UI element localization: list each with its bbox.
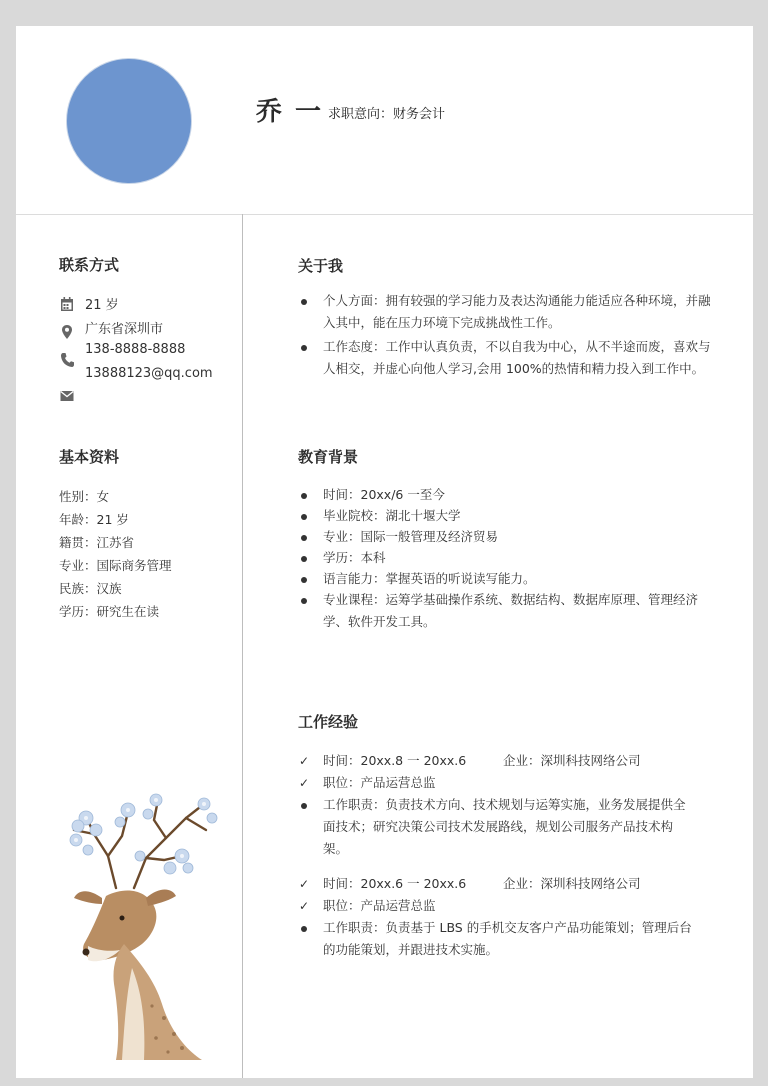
bullet-dot-icon [301,535,307,541]
job-duty: 工作职责：负责基于 LBS 的手机交友客户产品功能策划；管理后台的功能策划，并跟进技术实施。 [323,920,692,957]
about-text: 工作态度：工作中认真负责，不以自我为中心，从不半途而废，喜欢与人相交，并虚心向他人学习,会用 100%的热情和精力投入到工作中。 [323,339,711,376]
job-duty: 工作职责：负责技术方向、技术规划与运筹实施，业务发展提供全面技术；研究决策公司技术发展路线，规划公司服务产品技术构架。 [323,797,686,856]
education-title: 教育背景 [298,448,359,466]
check-icon: ✓ [298,754,310,768]
bullet-dot-icon [301,926,307,932]
calendar-icon [60,296,74,312]
avatar [66,58,192,184]
bullet-dot-icon [301,556,307,562]
job-time: 时间：20xx.6 一 20xx.6 [323,876,467,891]
basic-title: 基本资料 [59,448,120,466]
education-text: 专业课程：运筹学基础操作系统、数据结构、数据库原理、管理经济学、软件开发工具。 [323,592,699,629]
contact-title: 联系方式 [59,256,120,274]
job-company: 企业：深圳科技网络公司 [503,876,641,891]
contact-email [60,366,240,386]
check-icon: ✓ [298,776,310,790]
education-text: 专业：国际一般管理及经济贸易 [323,529,499,544]
about-text: 个人方面：拥有较强的学习能力及表达沟通能力能适应各种环境，并融入其中，能在压力环境下完成挑战性工作。 [323,293,711,330]
info-education: 学历：研究生在读 [59,604,160,619]
job-company: 企业：深圳科技网络公司 [503,753,641,768]
email-text: 13888123@qq.com [85,366,213,381]
age-text: 21 岁 [85,298,119,313]
location-pin-icon [60,324,74,340]
deer-illustration [36,738,246,1068]
job-position: 职位：产品运营总监 [323,898,436,913]
bullet-dot-icon [301,493,307,499]
contact-location [60,318,240,338]
mail-icon [60,388,74,404]
info-gender: 性别：女 [59,489,110,504]
info-ethnicity: 民族：汉族 [59,581,122,596]
bullet-dot-icon [301,299,307,305]
work-title: 工作经验 [298,713,359,731]
contact-age [60,294,240,314]
bullet-dot-icon [301,345,307,351]
person-name: 乔 一 [256,97,324,127]
location-text: 广东省深圳市 [85,322,164,337]
info-age: 年龄：21 岁 [59,512,129,527]
bullet-dot-icon [301,598,307,604]
info-hometown: 籍贯：江苏省 [59,535,135,550]
contact-phone [60,342,240,362]
education-text: 语言能力：掌握英语的听说读写能力。 [323,571,536,586]
education-text: 毕业院校：湖北十堰大学 [323,508,461,523]
resume-header [16,26,753,214]
education-text: 学历：本科 [323,550,386,565]
education-text: 时间：20xx/6 一至今 [323,487,445,502]
phone-text: 138-8888-8888 [85,342,186,357]
info-major: 专业：国际商务管理 [59,558,172,573]
job-position: 职位：产品运营总监 [323,775,436,790]
resume-page [16,26,753,1078]
check-icon: ✓ [298,877,310,891]
job-intent: 求职意向：财务会计 [328,107,446,122]
bullet-dot-icon [301,577,307,583]
job-time: 时间：20xx.8 一 20xx.6 [323,753,467,768]
bullet-dot-icon [301,803,307,809]
bullet-dot-icon [301,514,307,520]
check-icon: ✓ [298,899,310,913]
about-title: 关于我 [298,257,344,275]
header-divider [16,214,753,215]
